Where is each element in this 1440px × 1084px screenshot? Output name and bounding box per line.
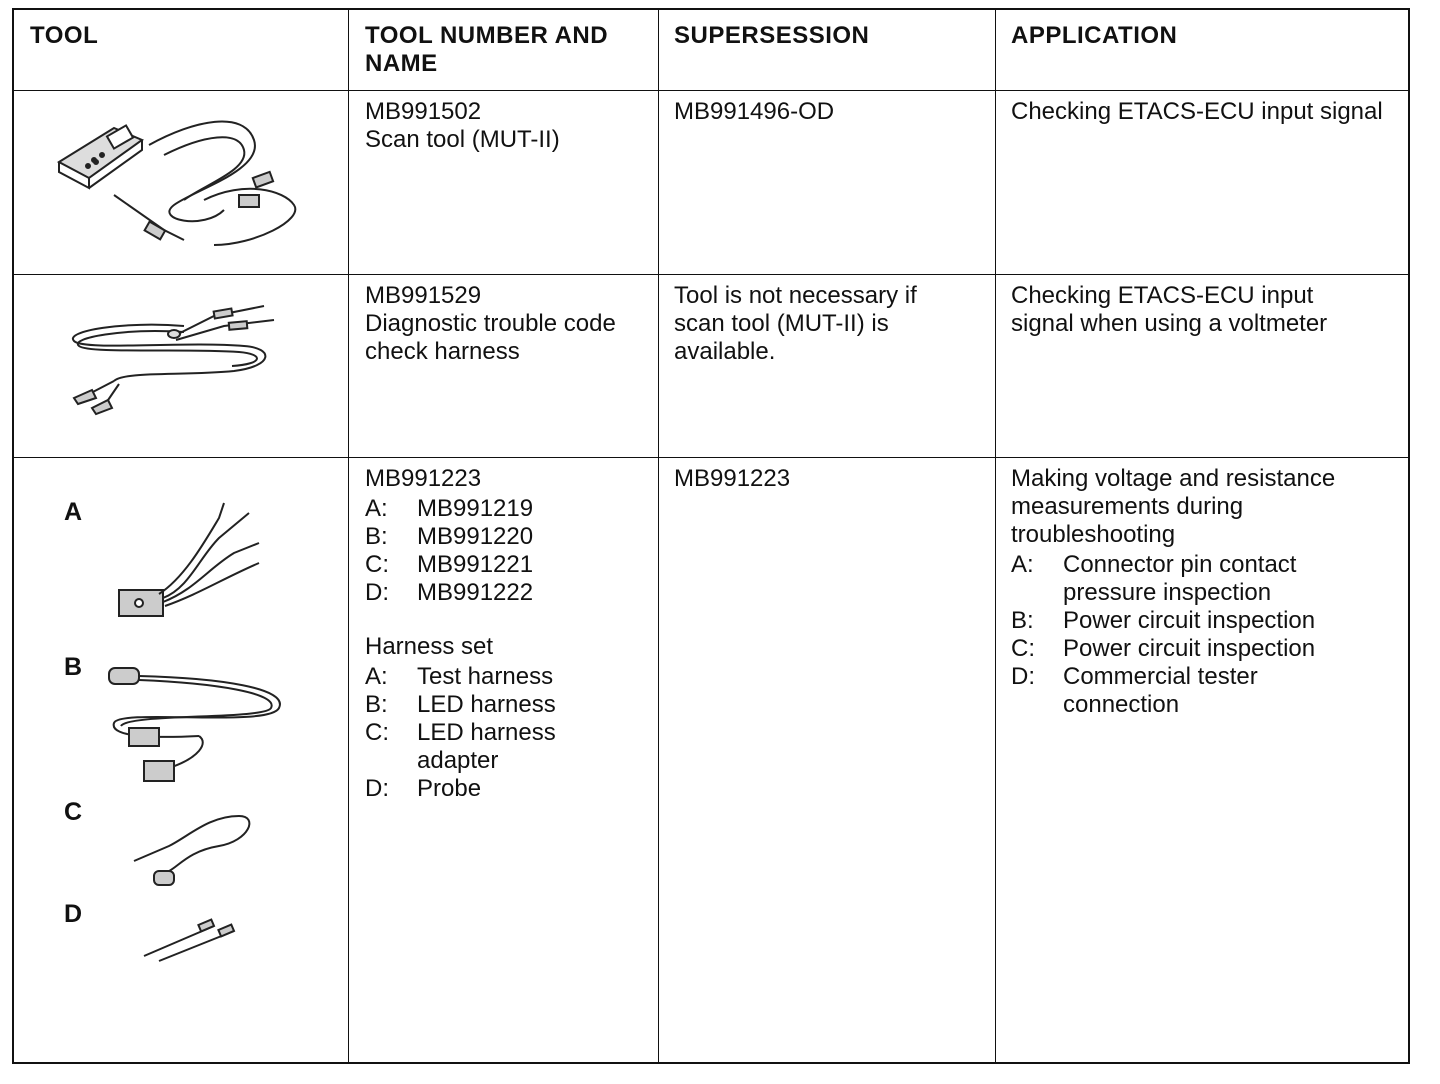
row3-application [1011, 465, 1391, 719]
scan-tool-illustration [54, 110, 304, 260]
row1-tool-number-name [365, 98, 645, 154]
header-divider [14, 90, 1408, 91]
row3-tool-number-name [365, 465, 645, 803]
column-divider [995, 10, 996, 1062]
tool-name: Scan tool (MUT-II) [365, 126, 560, 153]
led-harness-adapter-illustration [129, 806, 259, 896]
column-divider [658, 10, 659, 1062]
tool-number: MB991223 [365, 465, 482, 492]
row3-supersession: MB991223 [674, 465, 791, 492]
row2-tool-number-name [365, 282, 645, 366]
row2-supersession: Tool is not necessary if scan tool (MUT-II) is available. [674, 282, 917, 365]
tool-number: MB991502 [365, 98, 482, 125]
figure-label-b: B [64, 653, 83, 681]
application-list [1011, 551, 1391, 719]
row-divider [14, 457, 1408, 458]
row1-application: Checking ETACS-ECU input signal [1011, 98, 1383, 125]
led-harness-illustration [99, 658, 289, 793]
special-tools-table [12, 8, 1410, 1064]
list-item: B: MB991220 [365, 523, 534, 550]
row1-supersession: MB991496-OD [674, 98, 835, 125]
list-item: A: Test harness [365, 663, 554, 690]
row-divider [14, 274, 1408, 275]
list-item: B: LED harness [365, 691, 556, 718]
list-item: C: MB991221 [365, 551, 534, 578]
figure-label-a: A [64, 498, 83, 526]
figure-label-c: C [64, 798, 83, 826]
list-item: C: Power circuit inspection [1011, 635, 1316, 662]
tool-number: MB991529 [365, 282, 482, 309]
list-item: B: Power circuit inspection [1011, 607, 1316, 634]
header-tool: TOOL [30, 22, 99, 49]
harness-set-title: Harness set [365, 633, 494, 660]
part-number-list [365, 495, 645, 607]
tool-name: Diagnostic trouble code check harness [365, 310, 616, 365]
row2-application: Checking ETACS-ECU input signal when using a voltmeter [1011, 282, 1328, 337]
test-harness-illustration [109, 498, 269, 628]
application-text: Making voltage and resistance measurements during troubleshooting [1011, 465, 1336, 548]
probe-illustration [139, 916, 249, 966]
header-application: APPLICATION [1011, 22, 1178, 49]
list-item: C: LED harness adapter [365, 719, 556, 774]
header-tool-number-and-name: TOOL NUMBER AND NAME [365, 22, 609, 77]
list-item: D: Commercial tester connection [1011, 663, 1258, 718]
list-item: D: Probe [365, 775, 482, 802]
list-item: D: MB991222 [365, 579, 534, 606]
list-item: A: MB991219 [365, 495, 534, 522]
harness-set-list [365, 663, 645, 803]
check-harness-illustration [64, 286, 284, 416]
column-divider [348, 10, 349, 1062]
header-supersession: SUPERSESSION [674, 22, 870, 49]
figure-label-d: D [64, 900, 83, 928]
list-item: A: Connector pin contact pressure inspection [1011, 551, 1297, 606]
